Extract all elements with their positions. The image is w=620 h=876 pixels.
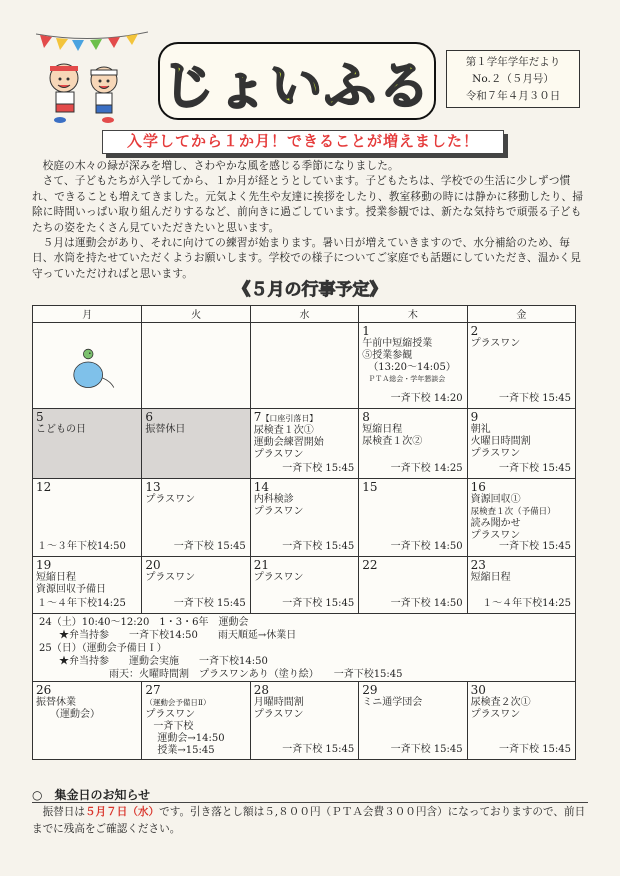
dismissal-time: １〜４年下校14:25 — [37, 598, 126, 609]
calendar-day-cell — [141, 557, 249, 613]
calendar-day-cell — [141, 479, 249, 556]
dismissal-time: 一斉下校 14:50 — [390, 541, 463, 552]
dismissal-time: 一斉下校 15:45 — [282, 463, 355, 474]
event-item: （運動会） — [50, 709, 100, 720]
dismissal-time: 一斉下校 15:45 — [499, 393, 572, 404]
weekend-line: 25（日）（運動会予備日Ｉ） — [39, 643, 167, 654]
day-number: 7 — [253, 410, 262, 424]
notice-title: ○ 集金日のお知らせ — [32, 788, 151, 802]
dismissal-time: １〜３年下校14:50 — [37, 541, 126, 552]
notice-divider — [32, 802, 588, 803]
running-children-illustration — [36, 58, 136, 124]
notice-text: 振替日は — [42, 806, 85, 818]
event-item: 運動会→14:50 — [157, 733, 225, 744]
event-item: 火曜日時間割 — [470, 436, 531, 447]
calendar-week-row — [33, 556, 575, 613]
event-item: 尿検査１次② — [362, 436, 423, 447]
notice-date: ５月７日（水） — [84, 806, 160, 818]
day-number: 2 — [470, 324, 479, 338]
weekday-header: 木 — [358, 306, 466, 322]
calendar-day-cell — [33, 479, 141, 556]
calendar-day-cell — [250, 557, 358, 613]
headline-banner: 入学してから１か月！できることが増えました！ — [102, 130, 504, 154]
day-number: 8 — [362, 410, 370, 424]
event-item: 一斉下校 — [153, 721, 194, 732]
calendar-day-cell — [33, 557, 141, 613]
newsletter-title-box — [158, 42, 436, 120]
weekend-line: 24（土）10:40〜12:20 1・3・6年 運動会 — [39, 617, 249, 628]
calendar-day-cell — [467, 557, 575, 613]
calendar-day-cell — [467, 323, 575, 408]
day-number: 22 — [362, 558, 378, 572]
dismissal-time: 一斉下校 15:45 — [390, 744, 463, 755]
event-item: プラスワン — [145, 572, 196, 583]
event-item: 授業→15:45 — [157, 745, 215, 756]
notice-body — [32, 804, 588, 838]
notice-text: です。引き落とし額は５,８００円（ＰＴＡ会費３００円含）になっておりますので、前日までに残高をご確認ください。 — [32, 806, 586, 835]
bunting-decoration — [36, 30, 148, 52]
day-number: 21 — [253, 558, 270, 572]
weekend-line: 雨天：火曜時間割 プラスワンあり（塗り絵） 一斉下校15:45 — [39, 669, 403, 680]
calendar-day-cell — [33, 682, 141, 759]
day-number: 16 — [470, 480, 486, 494]
dismissal-time: 一斉下校 15:45 — [282, 744, 355, 755]
event-item: 短縮日程 — [470, 572, 511, 583]
event-item: プラスワン — [253, 506, 304, 517]
day-number: 15 — [362, 480, 378, 494]
event-item: プラスワン — [470, 709, 521, 720]
weekend-events-row — [33, 613, 575, 681]
day-number: 30 — [470, 683, 486, 697]
dismissal-time: 一斉下校 15:45 — [173, 541, 246, 552]
balloon-turtle-illustration — [62, 346, 124, 394]
day-number: 27 — [145, 683, 161, 697]
calendar-day-cell — [358, 323, 466, 408]
dismissal-time: 一斉下校 14:25 — [390, 463, 463, 474]
calendar-day-cell — [358, 682, 466, 759]
calendar-day-cell — [467, 682, 575, 759]
calendar-day-cell — [141, 409, 249, 478]
intro-paragraph: 校庭の木々の緑が深みを増し、さわやかな風を感じる季節になりました。 — [42, 160, 399, 172]
event-item: 月曜時間割 — [253, 697, 304, 708]
event-item: 読み聞かせ — [470, 518, 521, 529]
event-item: 短縮日程 — [362, 424, 403, 435]
calendar-day-cell — [141, 682, 249, 759]
event-tag: 【口座引落日】 — [261, 414, 318, 423]
calendar-day-cell — [358, 409, 466, 478]
dismissal-time: 一斉下校 15:45 — [499, 463, 572, 474]
dismissal-time: １〜４年下校14:25 — [482, 598, 572, 609]
newsletter-title: じょいふる — [161, 56, 432, 117]
event-item: ミニ通学団会 — [362, 697, 423, 708]
event-item: プラスワン — [470, 530, 521, 541]
calendar-day-cell — [467, 409, 575, 478]
day-number: 28 — [253, 683, 270, 697]
event-item: ＰＴＡ総会・学年懇談会 — [368, 375, 446, 383]
event-item: 午前中短縮授業 — [362, 338, 433, 349]
day-number: 19 — [36, 558, 52, 572]
event-item: こどもの日 — [36, 424, 86, 435]
calendar-day-cell — [250, 479, 358, 556]
intro-paragraph: ５月は運動会があり、それに向けての練習が始まります。暑い日が増えていきますので、水分補給のため、毎日、水筒を持たせていただくようお願いします。学校での様子についてご家庭でも話題にしていただき、温かく見守っていただければと思います。 — [32, 237, 581, 280]
event-tag: （運動会予備日Ⅱ） — [145, 698, 211, 707]
event-item: ⑤授業参観 — [362, 350, 413, 361]
calendar-day-cell — [358, 479, 466, 556]
day-number: 26 — [36, 683, 52, 697]
issue-number: No.２（５月号） — [472, 73, 554, 85]
dismissal-time: 一斉下校 14:20 — [390, 393, 463, 404]
event-item: プラスワン — [470, 448, 521, 459]
dismissal-time: 一斉下校 15:45 — [499, 744, 572, 755]
event-item: プラスワン — [253, 449, 304, 460]
dismissal-time: 一斉下校 15:45 — [173, 598, 246, 609]
day-number: 6 — [145, 410, 154, 424]
weekday-header: 月 — [82, 310, 93, 321]
day-number: 23 — [470, 558, 486, 572]
calendar-week-row — [33, 478, 575, 556]
day-number: 14 — [253, 480, 270, 494]
weekend-line: ★弁当持参 運動会実施 一斉下校14:50 — [39, 656, 268, 667]
dismissal-time: 一斉下校 15:45 — [282, 541, 355, 552]
event-item: 振替休日 — [145, 424, 186, 435]
event-item: 運動会練習開始 — [253, 437, 324, 448]
event-item: 短縮日程 — [36, 572, 76, 583]
dismissal-time: 一斉下校 14:50 — [390, 598, 463, 609]
calendar-day-cell — [250, 682, 358, 759]
event-item: 振替休業 — [36, 697, 76, 708]
issue-grade-label: 第１学年学年だより — [465, 56, 561, 68]
weekend-line: ★弁当持参 一斉下校14:50 雨天順延→休業日 — [39, 630, 297, 641]
calendar-day-empty — [141, 323, 249, 408]
day-number: 9 — [470, 410, 479, 424]
intro-paragraph: さて、子どもたちが入学してから、１か月が経とうとしています。子どもたちは、学校での生活に少しずつ慣れ、できることも増えてきました。元気よく先生や友達に挨拶をしたり、教室移動の時には静かに移動したり、掃除に時間いっぱい取り組んだりするなど、前向きに過ごしています。授業参観では、新たな気持ちで頑張る子どもたちの姿をたくさん見ていただきたいと思います。 — [32, 175, 584, 234]
day-number: 5 — [36, 410, 44, 424]
event-item: プラスワン — [145, 709, 196, 720]
event-item: 資源回収① — [470, 494, 521, 505]
calendar-header-row — [33, 306, 575, 322]
events-title: 《５月の行事予定》 — [233, 280, 387, 300]
event-item: 資源回収予備日 — [36, 584, 106, 595]
weekday-header: 金 — [467, 306, 575, 322]
event-item: 尿検査１次（予備日） — [470, 507, 556, 517]
day-number: 13 — [145, 480, 161, 494]
event-item: プラスワン — [470, 338, 521, 349]
calendar-week-row — [33, 408, 575, 478]
event-item: （13:20〜14:05） — [368, 362, 456, 373]
issue-date: 令和７年４月３０日 — [465, 90, 561, 102]
event-item: プラスワン — [145, 494, 196, 505]
calendar-day-cell — [358, 557, 466, 613]
event-item: 朝礼 — [470, 424, 491, 435]
calendar-week-row — [33, 681, 575, 759]
event-item: 内科検診 — [253, 494, 294, 505]
intro-text — [32, 159, 588, 282]
calendar-day-empty — [250, 323, 358, 408]
weekend-events — [33, 614, 575, 681]
event-item: プラスワン — [253, 572, 304, 583]
event-item: 尿検査１次① — [253, 425, 314, 436]
dismissal-time: 一斉下校 15:45 — [282, 598, 355, 609]
event-item: プラスワン — [253, 709, 304, 720]
day-number: 20 — [145, 558, 161, 572]
dismissal-time: 一斉下校 15:45 — [499, 541, 572, 552]
weekday-header: 水 — [250, 306, 358, 322]
calendar-day-cell — [250, 409, 358, 478]
calendar-day-cell — [33, 409, 141, 478]
weekday-header: 火 — [141, 306, 249, 322]
calendar-day-cell — [467, 479, 575, 556]
issue-info-box — [446, 50, 580, 108]
day-number: 12 — [36, 480, 52, 494]
day-number: 29 — [362, 683, 378, 697]
event-item: 尿検査２次① — [470, 697, 531, 708]
day-number: 1 — [362, 324, 370, 338]
